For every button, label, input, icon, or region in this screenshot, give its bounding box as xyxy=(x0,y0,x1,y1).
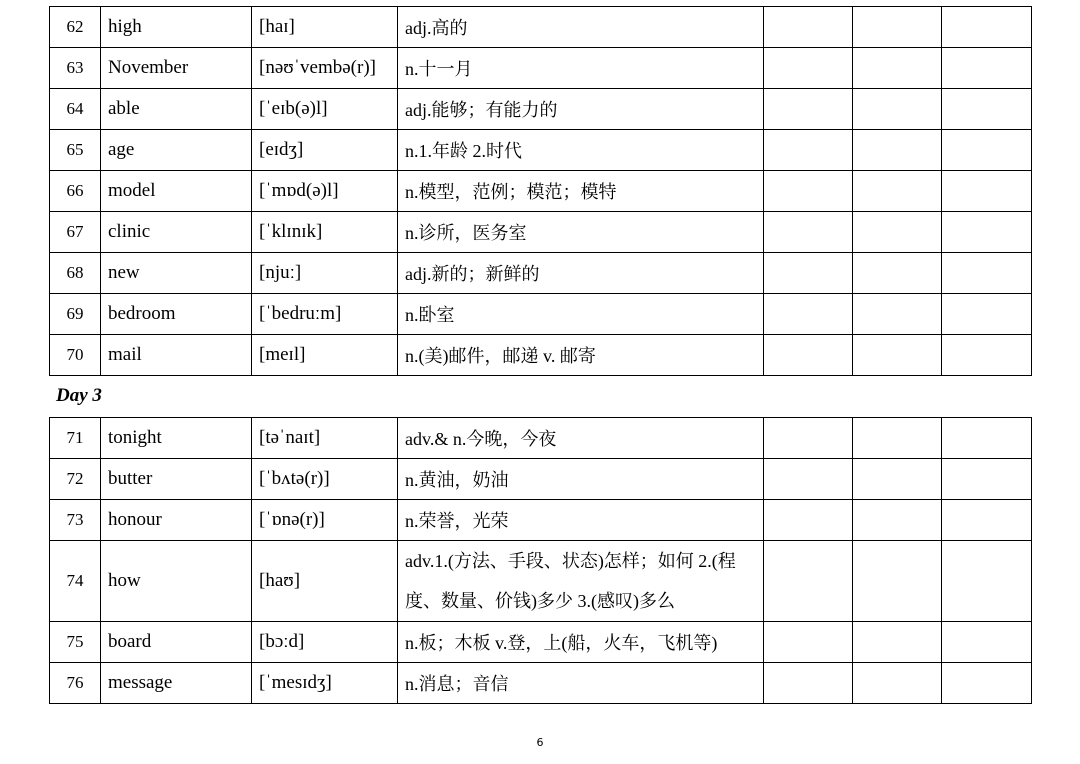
blank-cell xyxy=(764,459,853,500)
blank-cell xyxy=(942,130,1032,171)
vocab-table-top-body xyxy=(50,7,1032,376)
blank-cell xyxy=(853,459,942,500)
table-row xyxy=(50,459,1032,500)
blank-cell xyxy=(764,335,853,376)
row-number: 69 xyxy=(50,294,101,335)
word-cell: model xyxy=(101,171,252,212)
blank-cell xyxy=(764,541,853,622)
phonetic-cell: [ˈbedruːm] xyxy=(252,294,398,335)
row-number: 71 xyxy=(50,418,101,459)
phonetic-cell: [haɪ] xyxy=(252,7,398,48)
phonetic-cell: [ˈeɪb(ə)l] xyxy=(252,89,398,130)
phonetic-cell: [ˈɒnə(r)] xyxy=(252,500,398,541)
meaning-cell: adj.能够；有能力的 xyxy=(398,89,764,130)
blank-cell xyxy=(942,253,1032,294)
word-cell: age xyxy=(101,130,252,171)
table-row xyxy=(50,663,1032,704)
table-row xyxy=(50,48,1032,89)
phonetic-cell: [meɪl] xyxy=(252,335,398,376)
row-number: 76 xyxy=(50,663,101,704)
word-cell: able xyxy=(101,89,252,130)
row-number: 68 xyxy=(50,253,101,294)
word-cell: message xyxy=(101,663,252,704)
meaning-cell: adj.新的；新鲜的 xyxy=(398,253,764,294)
meaning-cell: n.1.年龄 2.时代 xyxy=(398,130,764,171)
blank-cell xyxy=(764,663,853,704)
vocab-table-bottom-body xyxy=(50,418,1032,704)
blank-cell xyxy=(853,294,942,335)
section-heading: Day 3 xyxy=(56,385,102,406)
table-row xyxy=(50,541,1032,622)
blank-cell xyxy=(942,418,1032,459)
blank-cell xyxy=(942,171,1032,212)
blank-cell xyxy=(764,253,853,294)
meaning-cell: n.卧室 xyxy=(398,294,764,335)
table-row xyxy=(50,294,1032,335)
row-number: 62 xyxy=(50,7,101,48)
blank-cell xyxy=(764,89,853,130)
vocab-table-bottom xyxy=(49,417,1032,704)
blank-cell xyxy=(853,212,942,253)
blank-cell xyxy=(853,541,942,622)
row-number: 72 xyxy=(50,459,101,500)
word-cell: board xyxy=(101,622,252,663)
blank-cell xyxy=(942,294,1032,335)
phonetic-cell: [njuː] xyxy=(252,253,398,294)
word-cell: bedroom xyxy=(101,294,252,335)
word-cell: butter xyxy=(101,459,252,500)
blank-cell xyxy=(764,7,853,48)
phonetic-cell: [ˈmesɪdʒ] xyxy=(252,663,398,704)
meaning-cell: n.消息；音信 xyxy=(398,663,764,704)
meaning-cell: n.板；木板 v.登，上(船，火车，飞机等) xyxy=(398,622,764,663)
table-row xyxy=(50,212,1032,253)
blank-cell xyxy=(764,212,853,253)
word-cell: honour xyxy=(101,500,252,541)
blank-cell xyxy=(764,500,853,541)
table-row xyxy=(50,130,1032,171)
blank-cell xyxy=(853,663,942,704)
row-number: 66 xyxy=(50,171,101,212)
blank-cell xyxy=(764,130,853,171)
phonetic-cell: [ˈbʌtə(r)] xyxy=(252,459,398,500)
row-number: 74 xyxy=(50,541,101,622)
blank-cell xyxy=(942,89,1032,130)
table-row xyxy=(50,500,1032,541)
table-row xyxy=(50,418,1032,459)
meaning-cell: adv.1.(方法、手段、状态)怎样；如何 2.(程度、数量、价钱)多少 3.(感叹)多么 xyxy=(398,541,764,622)
meaning-cell: n.荣誉，光荣 xyxy=(398,500,764,541)
blank-cell xyxy=(853,171,942,212)
word-cell: high xyxy=(101,7,252,48)
blank-cell xyxy=(942,48,1032,89)
page-number: 6 xyxy=(536,736,544,749)
meaning-cell: n.模型，范例；模范；模特 xyxy=(398,171,764,212)
table-row xyxy=(50,622,1032,663)
blank-cell xyxy=(853,622,942,663)
blank-cell xyxy=(853,7,942,48)
blank-cell xyxy=(942,7,1032,48)
blank-cell xyxy=(853,48,942,89)
word-cell: how xyxy=(101,541,252,622)
phonetic-cell: [nəʊˈvembə(r)] xyxy=(252,48,398,89)
blank-cell xyxy=(853,253,942,294)
blank-cell xyxy=(942,622,1032,663)
blank-cell xyxy=(942,663,1032,704)
word-cell: new xyxy=(101,253,252,294)
phonetic-cell: [ˈklɪnɪk] xyxy=(252,212,398,253)
table-row xyxy=(50,171,1032,212)
blank-cell xyxy=(764,48,853,89)
word-cell: clinic xyxy=(101,212,252,253)
blank-cell xyxy=(942,459,1032,500)
row-number: 75 xyxy=(50,622,101,663)
blank-cell xyxy=(764,622,853,663)
table-row xyxy=(50,253,1032,294)
blank-cell xyxy=(853,418,942,459)
phonetic-cell: [təˈnaɪt] xyxy=(252,418,398,459)
word-cell: November xyxy=(101,48,252,89)
blank-cell xyxy=(942,500,1032,541)
word-cell: mail xyxy=(101,335,252,376)
table-row xyxy=(50,89,1032,130)
blank-cell xyxy=(942,541,1032,622)
meaning-cell: n.诊所，医务室 xyxy=(398,212,764,253)
blank-cell xyxy=(853,500,942,541)
meaning-cell: adj.高的 xyxy=(398,7,764,48)
blank-cell xyxy=(853,130,942,171)
meaning-cell: n.(美)邮件，邮递 v. 邮寄 xyxy=(398,335,764,376)
phonetic-cell: [ˈmɒd(ə)l] xyxy=(252,171,398,212)
row-number: 67 xyxy=(50,212,101,253)
vocab-table-top xyxy=(49,6,1032,376)
row-number: 63 xyxy=(50,48,101,89)
table-row xyxy=(50,7,1032,48)
blank-cell xyxy=(764,294,853,335)
blank-cell xyxy=(764,418,853,459)
word-cell: tonight xyxy=(101,418,252,459)
row-number: 64 xyxy=(50,89,101,130)
blank-cell xyxy=(942,335,1032,376)
blank-cell xyxy=(853,89,942,130)
blank-cell xyxy=(942,212,1032,253)
phonetic-cell: [haʊ] xyxy=(252,541,398,622)
row-number: 73 xyxy=(50,500,101,541)
row-number: 70 xyxy=(50,335,101,376)
phonetic-cell: [bɔːd] xyxy=(252,622,398,663)
table-row xyxy=(50,335,1032,376)
blank-cell xyxy=(764,171,853,212)
meaning-cell: n.十一月 xyxy=(398,48,764,89)
blank-cell xyxy=(853,335,942,376)
meaning-cell: adv.& n.今晚，今夜 xyxy=(398,418,764,459)
phonetic-cell: [eɪdʒ] xyxy=(252,130,398,171)
row-number: 65 xyxy=(50,130,101,171)
meaning-cell: n.黄油，奶油 xyxy=(398,459,764,500)
